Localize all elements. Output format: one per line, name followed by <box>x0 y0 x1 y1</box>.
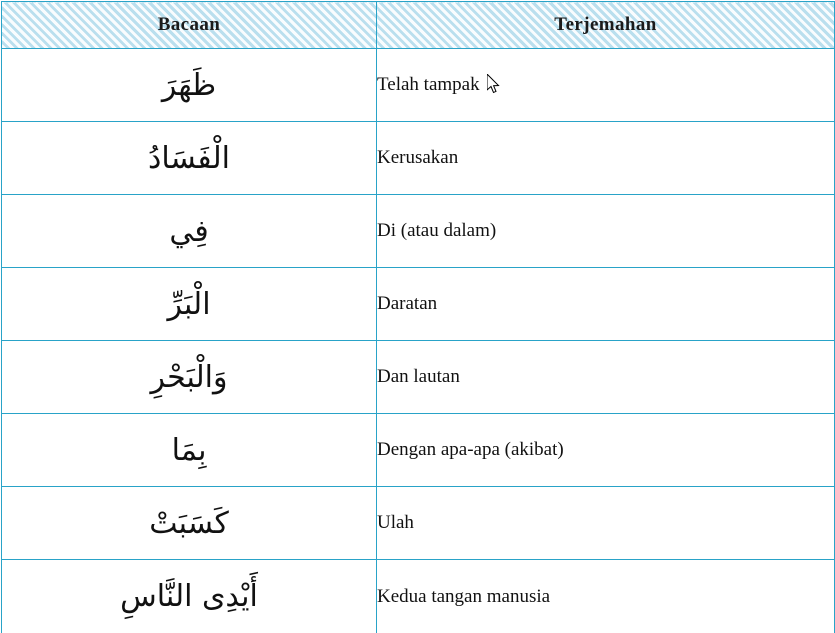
cell-bacaan: أَيْدِى النَّاسِ <box>2 560 377 633</box>
column-header-terjemahan: Terjemahan <box>377 2 835 49</box>
table-row <box>2 195 835 268</box>
cell-terjemahan: Telah tampak <box>377 49 835 122</box>
cell-bacaan: وَالْبَحْرِ <box>2 341 377 414</box>
cell-bacaan: بِمَا <box>2 414 377 487</box>
cell-terjemahan: Daratan <box>377 268 835 341</box>
cell-terjemahan: Kedua tangan manusia <box>377 560 835 633</box>
table-row <box>2 487 835 560</box>
cell-bacaan: ظَهَرَ <box>2 49 377 122</box>
cell-bacaan: الْبَرِّ <box>2 268 377 341</box>
cell-bacaan: فِي <box>2 195 377 268</box>
table-row <box>2 122 835 195</box>
cell-terjemahan: Dan lautan <box>377 341 835 414</box>
cell-bacaan: الْفَسَادُ <box>2 122 377 195</box>
cell-terjemahan: Dengan apa-apa (akibat) <box>377 414 835 487</box>
table-row <box>2 560 835 633</box>
table-body <box>2 49 835 633</box>
table-header-row <box>2 2 835 49</box>
cell-terjemahan: Kerusakan <box>377 122 835 195</box>
cell-terjemahan: Di (atau dalam) <box>377 195 835 268</box>
table-row <box>2 414 835 487</box>
cell-bacaan: كَسَبَتْ <box>2 487 377 560</box>
cell-terjemahan: Ulah <box>377 487 835 560</box>
table-row <box>2 341 835 414</box>
table-row <box>2 268 835 341</box>
table-header <box>2 2 835 49</box>
vocabulary-table <box>1 1 835 633</box>
column-header-bacaan: Bacaan <box>2 2 377 49</box>
table-row <box>2 49 835 122</box>
